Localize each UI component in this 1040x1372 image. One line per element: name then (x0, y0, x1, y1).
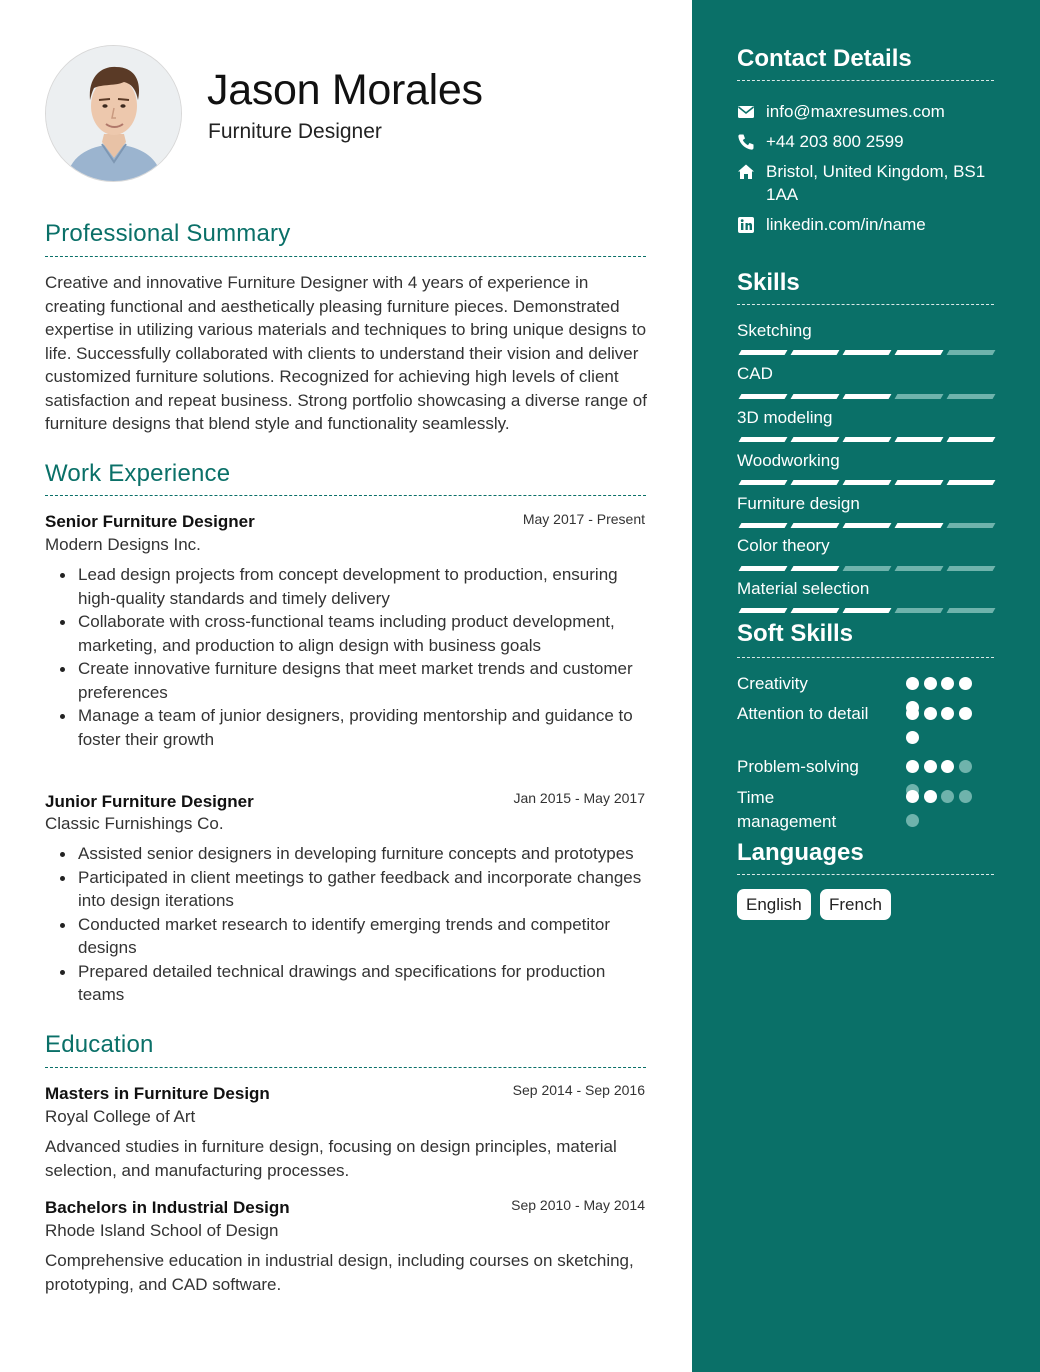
skill-segment (947, 394, 996, 399)
rating-dot (941, 790, 954, 803)
experience-title: Work Experience (45, 460, 231, 487)
skill-rating-bar (737, 480, 994, 485)
skill-segment (895, 437, 944, 442)
rating-dot (924, 707, 937, 720)
rating-dot (906, 814, 919, 827)
phone-text: +44 203 800 2599 (766, 132, 904, 151)
skill-segment (791, 350, 840, 355)
phone-icon (737, 133, 755, 151)
skill-segment (895, 566, 944, 571)
job-bullets (45, 842, 650, 1007)
email-text: info@maxresumes.com (766, 102, 945, 121)
education-title: Education (45, 1031, 154, 1058)
list-item: Participated in client meetings to gather feedback and incorporate changes into design iterations (45, 866, 650, 913)
skill-segment (791, 480, 840, 485)
rating-dot (906, 707, 919, 720)
job-date: Jan 2015 - May 2017 (513, 790, 645, 806)
skill-segment (791, 608, 840, 613)
divider (45, 256, 646, 257)
education-text: Advanced studies in furniture design, focusing on design principles, material selection, and manufacturing processes. (45, 1137, 617, 1180)
rating-dot (906, 731, 919, 744)
list-item: Prepared detailed technical drawings and specifications for production teams (45, 960, 650, 1007)
school-name: Royal College of Art (45, 1107, 196, 1126)
contact-email[interactable] (737, 100, 999, 124)
skill-segment (843, 523, 892, 528)
skill-name: Furniture design (737, 494, 860, 513)
rating-dot (941, 677, 954, 690)
skill-segment (739, 523, 788, 528)
skill-name: CAD (737, 364, 773, 383)
skill-rating-bar (737, 437, 994, 442)
education-date: Sep 2010 - May 2014 (511, 1197, 645, 1213)
skill-segment (739, 437, 788, 442)
education-date: Sep 2014 - Sep 2016 (512, 1082, 645, 1098)
skill-segment (739, 350, 788, 355)
school-name: Rhode Island School of Design (45, 1221, 279, 1240)
skill-segment (947, 523, 996, 528)
skill-segment (791, 566, 840, 571)
envelope-icon (737, 103, 755, 121)
rating-dot (959, 707, 972, 720)
skill-rating-bar (737, 566, 994, 571)
contact-phone[interactable] (737, 130, 999, 154)
skill-segment (791, 523, 840, 528)
skill-rating-bar (737, 394, 994, 399)
divider (737, 657, 994, 658)
language-tag: English (737, 889, 811, 920)
skill-segment (947, 566, 996, 571)
job-title: Junior Furniture Designer (45, 792, 254, 811)
skills-title: Skills (737, 269, 800, 296)
skill-name: Woodworking (737, 451, 840, 470)
contact-address (737, 160, 999, 208)
soft-skill-rating (906, 707, 981, 747)
skill-segment (791, 394, 840, 399)
linkedin-icon (737, 216, 755, 234)
linkedin-text: linkedin.com/in/name (766, 215, 926, 234)
summary-text: Creative and innovative Furniture Designer with 4 years of experience in creating functional and aesthetically pleasing furniture pieces. Demonstrated expertise in utilizing various materials and techniques to bring unique designs to life. Successfully collaborated with clients to understand their vision and deliver customized furniture solutions. Recognized for achieving high levels of client satisfaction and repeat business. Strong portfolio showcasing a diverse range of furniture designs that blend style and functionality seamlessly. (45, 273, 647, 433)
list-item: Collaborate with cross-functional teams including product development, marketing, and production to align design with business goals (45, 610, 650, 657)
skill-segment (895, 523, 944, 528)
divider (737, 874, 994, 875)
skill-segment (843, 480, 892, 485)
home-icon (737, 163, 755, 181)
candidate-name: Jason Morales (207, 66, 483, 114)
rating-dot (959, 677, 972, 690)
divider (45, 1067, 646, 1068)
rating-dot (941, 707, 954, 720)
job-company: Classic Furnishings Co. (45, 814, 224, 833)
skill-segment (947, 350, 996, 355)
skill-rating-bar (737, 608, 994, 613)
skill-segment (843, 437, 892, 442)
job-bullets (45, 563, 650, 751)
rating-dot (906, 760, 919, 773)
degree-title: Bachelors in Industrial Design (45, 1198, 290, 1217)
rating-dot (924, 760, 937, 773)
skill-segment (843, 608, 892, 613)
soft-skill-name: Problem-solving (737, 757, 859, 776)
job-title: Senior Furniture Designer (45, 512, 255, 531)
skill-segment (739, 566, 788, 571)
candidate-role: Furniture Designer (208, 120, 382, 143)
soft-skill-rating (906, 790, 981, 830)
soft-skills-title: Soft Skills (737, 620, 854, 647)
list-item: Manage a team of junior designers, providing mentorship and guidance to foster their growth (45, 704, 650, 751)
skill-name: Color theory (737, 536, 830, 555)
rating-dot (959, 790, 972, 803)
skill-segment (947, 608, 996, 613)
skill-segment (843, 350, 892, 355)
person-photo-icon (46, 46, 182, 182)
divider (737, 80, 994, 81)
list-item: Lead design projects from concept development to production, ensuring high-quality standards and timely delivery (45, 563, 650, 610)
skill-segment (739, 480, 788, 485)
rating-dot (906, 677, 919, 690)
soft-skill-name: Creativity (737, 674, 808, 693)
contact-linkedin[interactable] (737, 213, 999, 237)
education-text: Comprehensive education in industrial design, including courses on sketching, prototyping, and CAD software. (45, 1251, 634, 1294)
skill-rating-bar (737, 350, 994, 355)
skill-segment (739, 608, 788, 613)
soft-skill-name: Time management (737, 788, 837, 831)
job-date: May 2017 - Present (522, 511, 645, 527)
skill-name: Sketching (737, 321, 812, 340)
languages-title: Languages (737, 839, 864, 866)
skill-segment (791, 437, 840, 442)
address-text: Bristol, United Kingdom, BS1 1AA (766, 162, 986, 204)
skill-segment (947, 480, 996, 485)
rating-dot (959, 760, 972, 773)
divider (45, 495, 646, 496)
list-item: Assisted senior designers in developing furniture concepts and prototypes (45, 842, 650, 866)
rating-dot (924, 677, 937, 690)
skill-segment (895, 608, 944, 613)
job-company: Modern Designs Inc. (45, 535, 201, 554)
language-tag: French (820, 889, 891, 920)
divider (737, 304, 994, 305)
skill-segment (843, 566, 892, 571)
skill-rating-bar (737, 523, 994, 528)
soft-skill-name: Attention to detail (737, 704, 869, 723)
skill-segment (895, 350, 944, 355)
rating-dot (941, 760, 954, 773)
list-item: Create innovative furniture designs that meet market trends and customer preferences (45, 657, 650, 704)
avatar (45, 45, 182, 182)
skill-segment (739, 394, 788, 399)
degree-title: Masters in Furniture Design (45, 1084, 270, 1103)
list-item: Conducted market research to identify emerging trends and competitor designs (45, 913, 650, 960)
skill-name: Material selection (737, 579, 870, 598)
skill-segment (843, 394, 892, 399)
summary-title: Professional Summary (45, 220, 291, 247)
skill-name: 3D modeling (737, 408, 833, 427)
skill-segment (947, 437, 996, 442)
skill-segment (895, 394, 944, 399)
rating-dot (906, 790, 919, 803)
rating-dot (924, 790, 937, 803)
skill-segment (895, 480, 944, 485)
contact-title: Contact Details (737, 45, 912, 72)
